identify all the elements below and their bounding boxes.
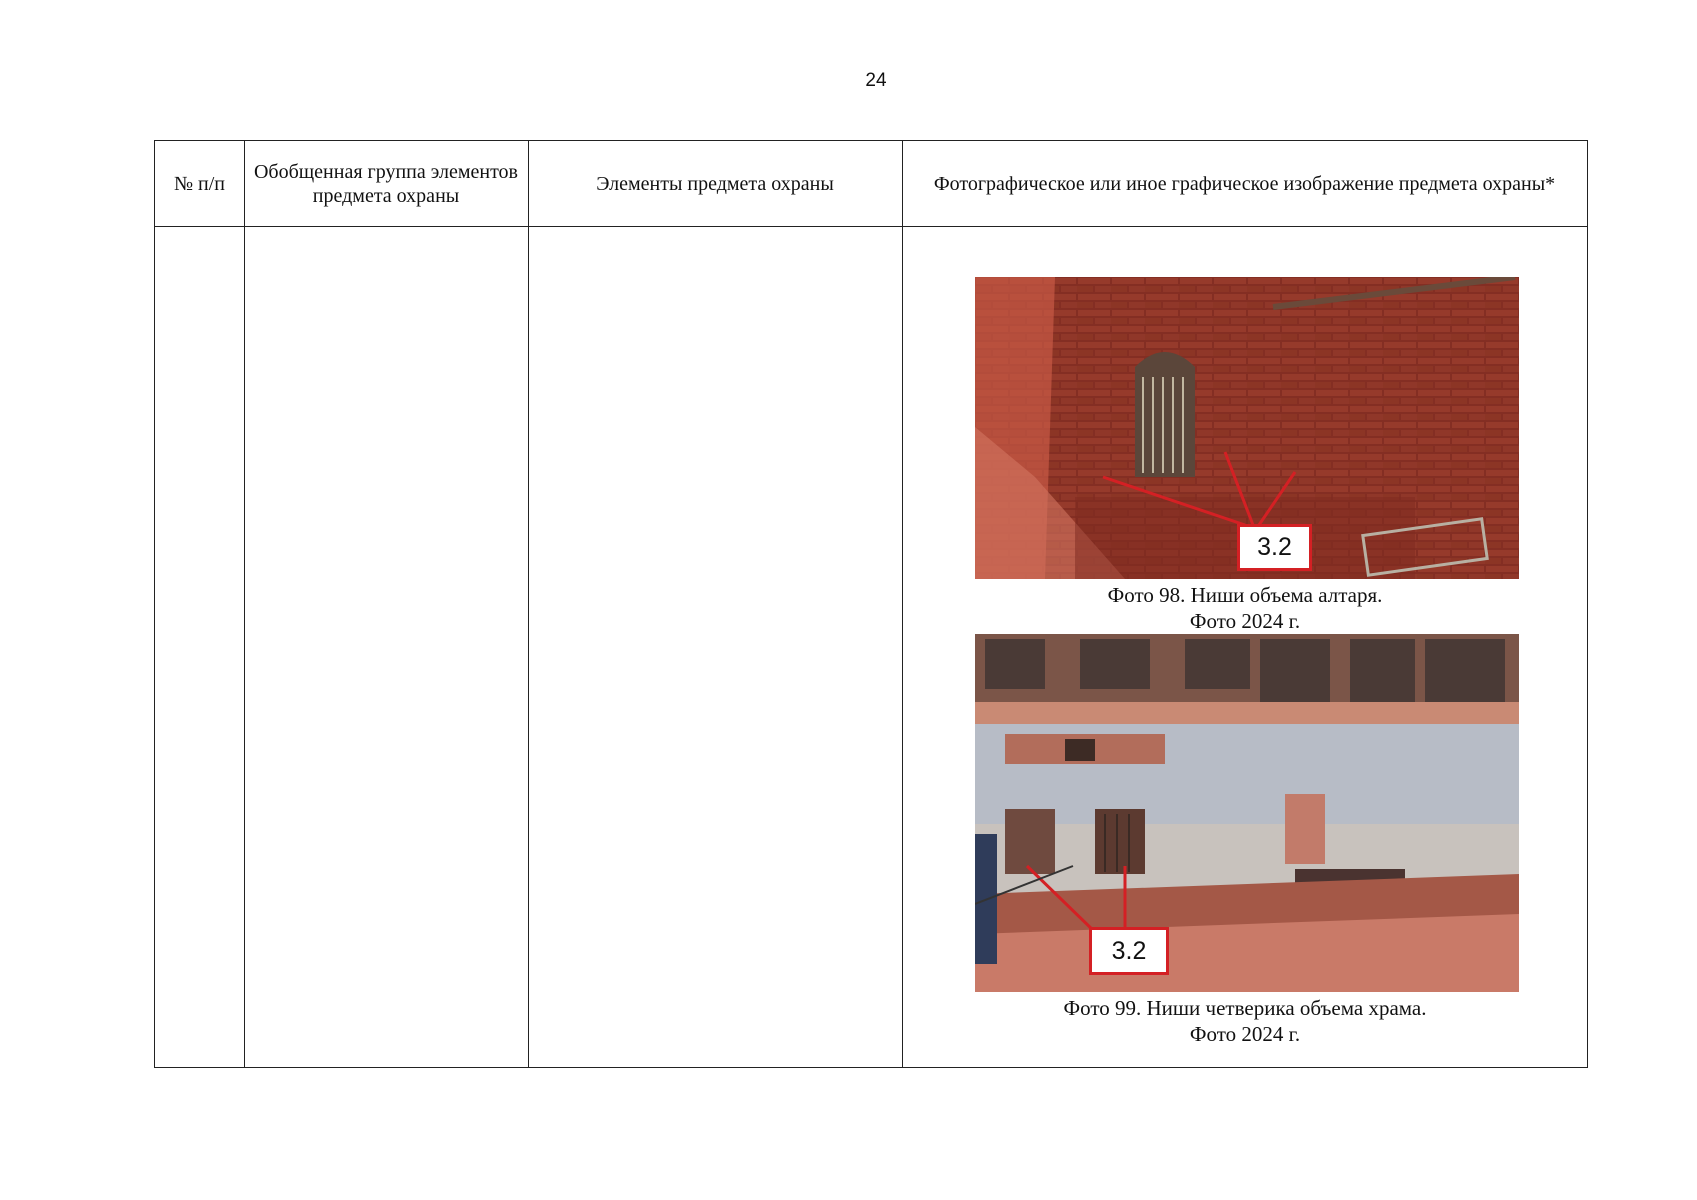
photo-99-label: 3.2 (1089, 927, 1169, 975)
photo-temple-niches (975, 634, 1519, 992)
header-image: Фотографическое или иное графическое изображение предмета охраны* (933, 172, 1556, 195)
photo-98-caption-title: Фото 98. Ниши объема алтаря. (1107, 583, 1383, 607)
column-divider (244, 141, 245, 1067)
column-divider (528, 141, 529, 1067)
header-group: Обобщенная группа элементов предмета охраны (253, 160, 518, 207)
photo-99-caption-year: Фото 2024 г. (1189, 1022, 1301, 1047)
header-divider (155, 226, 1587, 227)
photo-98-label: 3.2 (1237, 524, 1312, 571)
header-number: № п/п (173, 172, 226, 195)
photo-98-caption (895, 582, 1595, 635)
photo-99-caption-title: Фото 99. Ниши четверика объема храма. (1063, 996, 1427, 1020)
photo-99-caption (895, 995, 1595, 1048)
header-elements: Элементы предмета охраны (596, 172, 834, 195)
photo-98-caption-year: Фото 2024 г. (1189, 609, 1301, 634)
page-number: 24 (865, 70, 887, 91)
protection-table (154, 140, 1588, 1068)
photo-altar-niches (975, 277, 1519, 579)
